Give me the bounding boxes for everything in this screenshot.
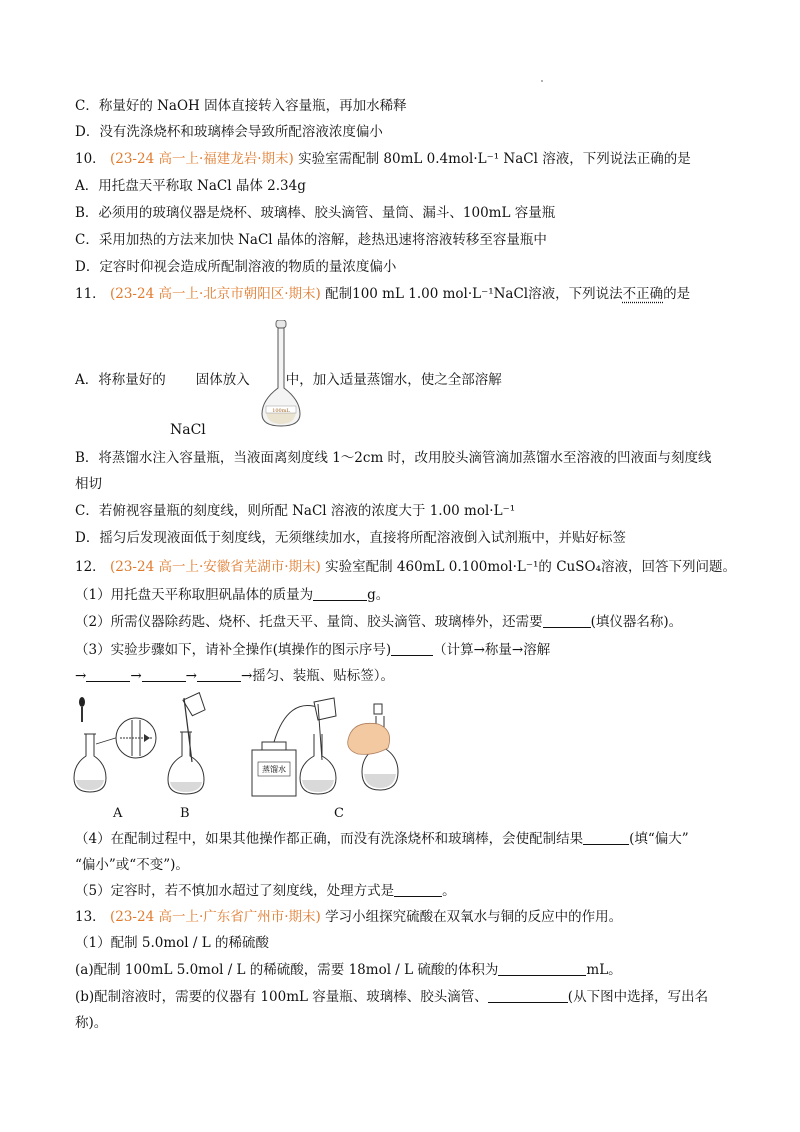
q12-source: (23-24 高一上·安徽省芜湖市·期末) [109,559,321,575]
flask-label: 100mL [272,408,290,414]
q9-option-d: D．没有洗涤烧杯和玻璃棒会导致所配溶液浓度偏小 [75,124,383,140]
figure-a [70,694,160,799]
answer-blank[interactable] [543,613,591,628]
q11-option-d: D．摇匀后发现液面低于刻度线，无须继续加水，直接将所配溶液倒入试剂瓶中，并贴好标签 [75,530,626,546]
answer-blank[interactable] [313,586,367,601]
q13-source: (23-24 高一上·广东省广州市·期末) [109,909,321,925]
q12-stem: 12． (23-24 高一上·安徽省芜湖市·期末) 实验室配制 460mL 0.100mol·L⁻¹的 CuSO₄溶液，回答下列问题。 [75,559,736,575]
emphasis-negation: 不正确 [622,286,664,302]
q11-option-b-line2: 相切 [75,476,102,492]
q9-option-c: C．称量好的 NaOH 固体直接转入容量瓶，再加水稀释 [75,98,407,114]
answer-blank[interactable] [498,961,586,976]
answer-blank[interactable] [391,641,433,656]
q10-option-b: B．必须用的玻璃仪器是烧杯、玻璃棒、胶头滴管、量筒、漏斗、100mL 容量瓶 [75,205,556,221]
figure-a-label: A [113,806,123,821]
q12-part1: （1）用托盘天平称取胆矾晶体的质量为 g。 [75,587,390,603]
q12-part4-cont: “偏小”或“不变”)。 [75,857,189,873]
q13-part1b-cont: 称)。 [75,1015,108,1031]
figure-b [164,692,214,800]
bottle-label: 蒸馏水 [262,765,286,774]
q12-part3-steps: → → → →摇匀、装瓶、贴标签）。 [75,668,394,684]
nacl-label: NaCl [170,422,206,438]
figure-c [248,690,428,802]
volumetric-flask-figure [258,320,304,430]
q13-stem: 13． (23-24 高一上·广东省广州市·期末) 学习小组探究硫酸在双氧水与铜的反应中的作用。 [75,909,623,925]
q13-part1: （1）配制 5.0mol / L 的稀硫酸 [75,935,269,951]
q12-part5: （5）定容时，若不慎加水超过了刻度线，处理方式是 。 [75,883,456,899]
q12-part2: （2）所需仪器除药匙、烧杯、托盘天平、量筒、胶头滴管、玻璃棒外，还需要 (填仪器名称)。 [75,614,683,630]
q13-part1a: (a)配制 100mL 5.0mol / L 的稀硫酸，需要 18mol / L 硫酸的体积为 mL。 [75,962,622,978]
answer-blank[interactable] [394,882,442,897]
stray-dot [541,80,543,82]
answer-blank[interactable] [583,830,629,845]
answer-blank[interactable] [86,667,130,682]
q12-part3: （3）实验步骤如下，请补全操作(填操作的图示序号) （计算→称量→溶解 [75,642,551,658]
q11-option-b-line1: B．将蒸馏水注入容量瓶，当液面离刻度线 1～2cm 时，改用胶头滴管滴加蒸馏水至溶液的凹液面与刻度线 [75,450,712,466]
q11-option-c: C．若俯视容量瓶的刻度线，则所配 NaCl 溶液的浓度大于 1.00 mol·L⁻¹ [75,503,516,519]
answer-blank[interactable] [197,667,241,682]
figure-b-label: B [180,806,190,821]
q13-part1b: (b)配制溶液时，需要的仪器有 100mL 容量瓶、玻璃棒、胶头滴管、 (从下图中选择，写出名 [75,989,709,1005]
q10-option-d: D．定容时仰视会造成所配制溶液的物质的量浓度偏小 [75,259,397,275]
answer-blank[interactable] [142,667,186,682]
q10-option-a: A．用托盘天平称取 NaCl 晶体 2.34g [75,178,306,194]
q10-source: (23-24 高一上·福建龙岩·期末) [109,151,294,167]
q11-option-a: A．将称量好的 固体放入 中，加入适量蒸馏水，使之全部溶解 [75,372,502,388]
q12-part4: （4）在配制过程中，如果其他操作都正确，而没有洗涤烧杯和玻璃棒，会使配制结果 (填“偏大” [75,831,689,847]
q10-stem: 10． (23-24 高一上·福建龙岩·期末) 实验室需配制 80mL 0.4mol·L⁻¹ NaCl 溶液，下列说法正确的是 [75,151,691,167]
answer-blank[interactable] [488,988,568,1003]
q11-stem: 11． (23-24 高一上·北京市朝阳区·期末) 配制100 mL 1.00 mol·L⁻¹NaCl溶液，下列说法不正确的是 [75,286,691,302]
figure-c-label: C [334,806,344,821]
q11-source: (23-24 高一上·北京市朝阳区·期末) [109,286,321,302]
q10-option-c: C．采用加热的方法来加快 NaCl 晶体的溶解，趁热迅速将溶液转移至容量瓶中 [75,232,547,248]
